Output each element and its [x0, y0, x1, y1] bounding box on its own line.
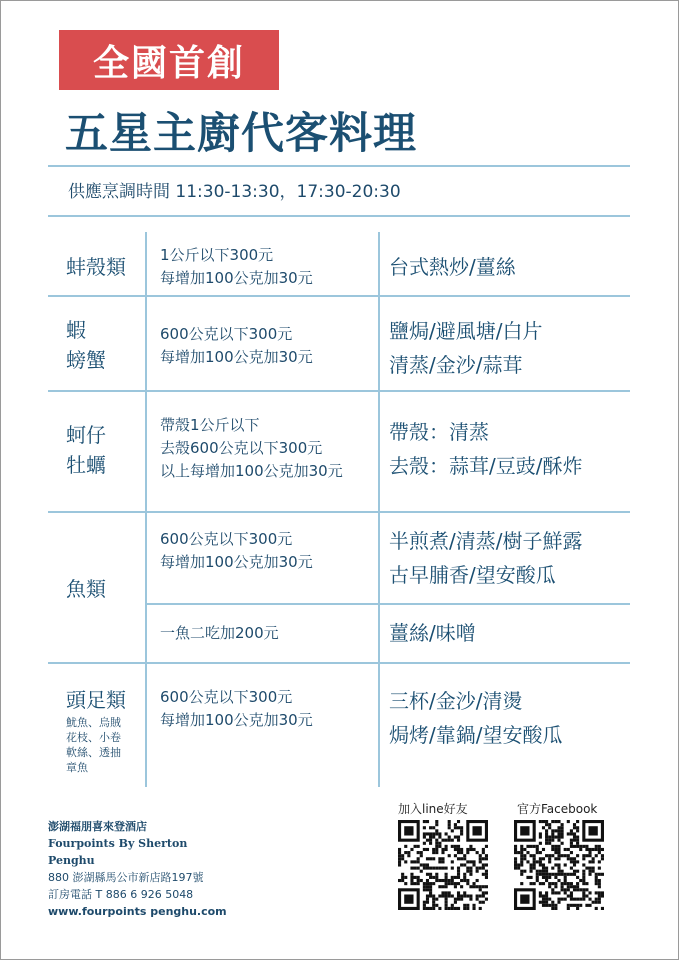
category-fish: 魚類 — [66, 577, 106, 601]
cephalopod-examples: 魷魚、烏賊 花枝、小卷 軟絲、透抽 章魚 — [66, 716, 121, 774]
col-divider — [145, 232, 147, 392]
col-divider — [145, 662, 147, 787]
category-shrimp-crab: 蝦 螃蟹 — [66, 318, 106, 372]
facebook-qr-label: 官方Facebook — [517, 802, 598, 816]
category-clam-oyster: 蚵仔 牡蠣 — [66, 423, 106, 477]
col-divider — [145, 392, 147, 512]
service-hours: 供應烹調時間 11:30-13:30，17:30-20:30 — [68, 182, 401, 202]
category-shellfish: 蚌殼類 — [66, 255, 126, 279]
row-divider — [48, 295, 630, 297]
row-divider — [147, 603, 630, 605]
price-shrimp-crab: 600公克以下300元 每增加100公克加30元 — [160, 325, 313, 366]
row-divider — [48, 511, 630, 513]
col-divider — [145, 512, 147, 662]
col-divider — [378, 232, 380, 787]
methods-fish-extra: 薑絲/味噌 — [389, 621, 476, 645]
row-divider — [48, 390, 630, 392]
hotel-info — [48, 818, 227, 920]
methods-clam-oyster: 帶殼：清蒸 去殼：蒜茸/豆豉/酥炸 — [389, 420, 583, 478]
methods-cephalopod: 三杯/金沙/清燙 焗烤/靠鍋/望安酸瓜 — [389, 689, 563, 747]
methods-shellfish: 台式熱炒/薑絲 — [389, 255, 516, 279]
facebook-qr-code-icon[interactable] — [514, 820, 604, 910]
price-clam-oyster: 帶殼1公斤以下 去殼600公克以下300元 以上每增加100公克加30元 — [160, 416, 343, 480]
title-rule — [48, 165, 630, 167]
price-cephalopod: 600公克以下300元 每增加100公克加30元 — [160, 688, 313, 729]
hotel-website[interactable]: www.fourpoints penghu.com — [48, 905, 227, 918]
price-fish: 600公克以下300元 每增加100公克加30元 — [160, 530, 313, 571]
hotel-name-en-2: Penghu — [48, 854, 95, 867]
methods-shrimp-crab: 鹽焗/避風塘/白片 清蒸/金沙/蒜茸 — [389, 319, 543, 377]
page-title: 五星主廚代客料理 — [65, 109, 417, 159]
hotel-phone: 訂房電話 T 886 6 926 5048 — [48, 888, 194, 901]
price-shellfish: 1公斤以下300元 每增加100公克加30元 — [160, 246, 313, 287]
price-fish-extra: 一魚二吃加200元 — [160, 624, 279, 642]
hours-rule — [48, 215, 630, 217]
line-qr-code-icon[interactable] — [398, 820, 488, 910]
hotel-address: 880 澎湖縣馬公市新店路197號 — [48, 871, 204, 884]
row-divider — [48, 662, 630, 664]
hotel-name-en: Fourpoints By Sherton — [48, 837, 188, 850]
hotel-name-zh: 澎湖福朋喜來登酒店 — [48, 820, 147, 833]
methods-fish: 半煎煮/清蒸/樹子鮮露 古早脯香/望安酸瓜 — [389, 529, 583, 587]
line-qr-label: 加入line好友 — [398, 802, 468, 816]
category-cephalopod: 頭足類 — [66, 688, 126, 712]
headline-badge: 全國首創 — [59, 30, 279, 90]
